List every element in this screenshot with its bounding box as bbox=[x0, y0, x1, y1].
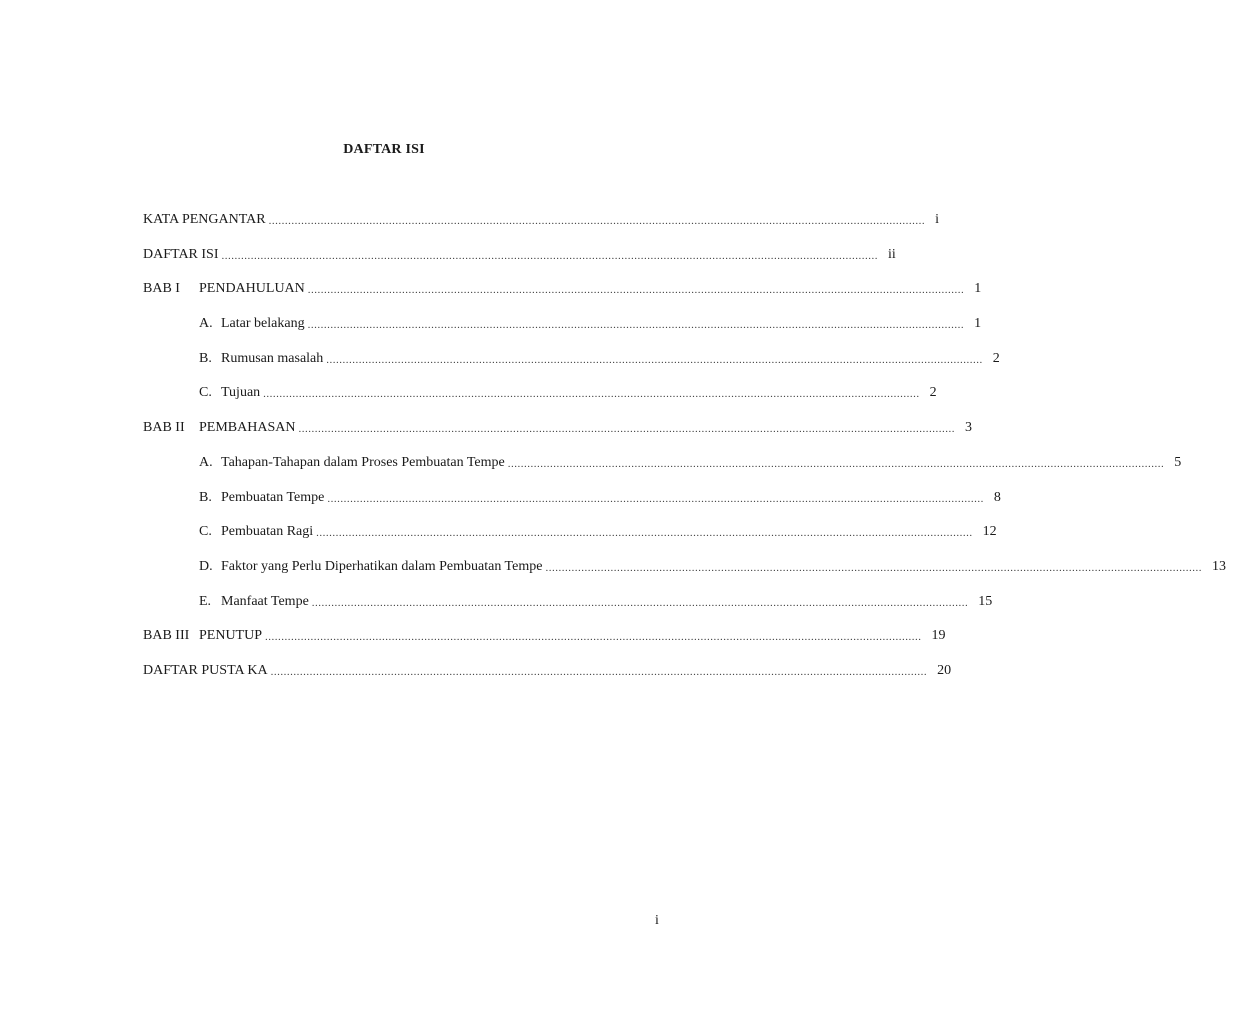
toc-entry-label: Manfaat Tempe bbox=[221, 593, 309, 609]
dot-leader: .......................................................................................................................................................................................................... bbox=[316, 527, 973, 540]
toc-entry-label: PENUTUP bbox=[199, 628, 263, 644]
dot-leader: .......................................................................................................................................................................................................... bbox=[327, 492, 984, 505]
toc-entry-page: 3 bbox=[964, 420, 972, 436]
toc-entry-page: 19 bbox=[931, 628, 946, 644]
toc-section-letter: B. bbox=[199, 350, 212, 366]
toc-entry-page: 13 bbox=[1211, 558, 1226, 574]
page-title: DAFTAR ISI bbox=[343, 142, 425, 157]
table-of-contents bbox=[143, 212, 1226, 698]
dot-leader: .......................................................................................................................................................................................................... bbox=[265, 631, 922, 644]
dot-leader: .......................................................................................................................................................................................................... bbox=[263, 388, 920, 401]
dot-leader: .......................................................................................................................................................................................................... bbox=[268, 215, 926, 227]
toc-entry-daftar-isi[interactable] bbox=[143, 246, 896, 282]
toc-entry-rumusan-masalah[interactable] bbox=[143, 350, 1000, 386]
dot-leader: .......................................................................................................................................................................................................... bbox=[507, 457, 1165, 470]
toc-section-letter: A. bbox=[199, 316, 213, 332]
toc-entry-label: KATA PENGANTAR bbox=[143, 212, 266, 227]
toc-entry-label: Rumusan masalah bbox=[221, 350, 324, 366]
toc-entry-page: 15 bbox=[978, 593, 993, 609]
dot-leader: .......................................................................................................................................................................................................... bbox=[270, 665, 928, 678]
toc-entry-label: DAFTAR PUSTA KA bbox=[143, 662, 268, 678]
toc-entry-label: PEMBAHASAN bbox=[199, 420, 296, 436]
toc-entry-manfaat-tempe[interactable] bbox=[143, 593, 993, 629]
toc-entry-pembuatan-tempe[interactable] bbox=[143, 489, 1001, 525]
dot-leader: .......................................................................................................................................................................................................... bbox=[326, 353, 983, 366]
toc-chapter-number: BAB II bbox=[143, 420, 185, 436]
toc-entry-page: ii bbox=[888, 246, 896, 262]
toc-entry-bab-1[interactable] bbox=[143, 281, 982, 316]
toc-entry-page: i bbox=[935, 212, 939, 227]
toc-entry-label: Latar belakang bbox=[221, 316, 305, 332]
toc-entry-label: Faktor yang Perlu Diperhatikan dalam Pembuatan Tempe bbox=[221, 558, 543, 574]
toc-section-letter: E. bbox=[199, 593, 212, 609]
toc-entry-label: Pembuatan Ragi bbox=[221, 524, 314, 540]
toc-entry-page: 1 bbox=[974, 316, 982, 332]
toc-entry-page: 20 bbox=[937, 662, 952, 678]
toc-section-letter: C. bbox=[199, 385, 212, 401]
toc-chapter-number: BAB III bbox=[143, 628, 190, 644]
page-number: i bbox=[655, 913, 659, 928]
dot-leader: .......................................................................................................................................................................................................... bbox=[311, 596, 969, 609]
dot-leader: .......................................................................................................................................................................................................... bbox=[307, 284, 965, 297]
dot-leader: .......................................................................................................................................................................................................... bbox=[221, 249, 878, 262]
toc-entry-pembuatan-ragi[interactable] bbox=[143, 524, 997, 559]
toc-entry-page: 12 bbox=[982, 524, 997, 540]
toc-entry-label: Pembuatan Tempe bbox=[221, 489, 325, 505]
toc-entry-tahapan-proses[interactable] bbox=[143, 454, 1182, 490]
toc-section-letter: D. bbox=[199, 558, 213, 574]
toc-entry-daftar-pustaka[interactable] bbox=[143, 662, 952, 698]
toc-entry-label: DAFTAR ISI bbox=[143, 246, 219, 262]
toc-section-letter: C. bbox=[199, 524, 212, 540]
dot-leader: .......................................................................................................................................................................................................... bbox=[545, 561, 1202, 574]
toc-chapter-number: BAB I bbox=[143, 281, 180, 297]
toc-entry-bab-3[interactable] bbox=[143, 628, 946, 663]
toc-entry-label: Tujuan bbox=[221, 385, 261, 401]
toc-entry-tujuan[interactable] bbox=[143, 385, 937, 420]
toc-entry-page: 2 bbox=[992, 350, 1000, 366]
toc-entry-label: PENDAHULUAN bbox=[199, 281, 305, 297]
toc-entry-bab-2[interactable] bbox=[143, 420, 972, 455]
toc-entry-page: 1 bbox=[974, 281, 982, 297]
dot-leader: .......................................................................................................................................................................................................... bbox=[307, 319, 965, 332]
toc-section-letter: A. bbox=[199, 454, 213, 470]
dot-leader: .......................................................................................................................................................................................................... bbox=[298, 423, 955, 436]
toc-entry-faktor[interactable] bbox=[143, 558, 1226, 594]
toc-entry-page: 8 bbox=[993, 489, 1001, 505]
toc-entry-latar-belakang[interactable] bbox=[143, 316, 982, 351]
toc-entry-page: 2 bbox=[929, 385, 937, 401]
toc-entry-page: 5 bbox=[1174, 454, 1182, 470]
toc-entry-kata-pengantar[interactable] bbox=[143, 212, 939, 247]
toc-section-letter: B. bbox=[199, 489, 212, 505]
toc-entry-label: Tahapan-Tahapan dalam Proses Pembuatan Tempe bbox=[221, 454, 505, 470]
